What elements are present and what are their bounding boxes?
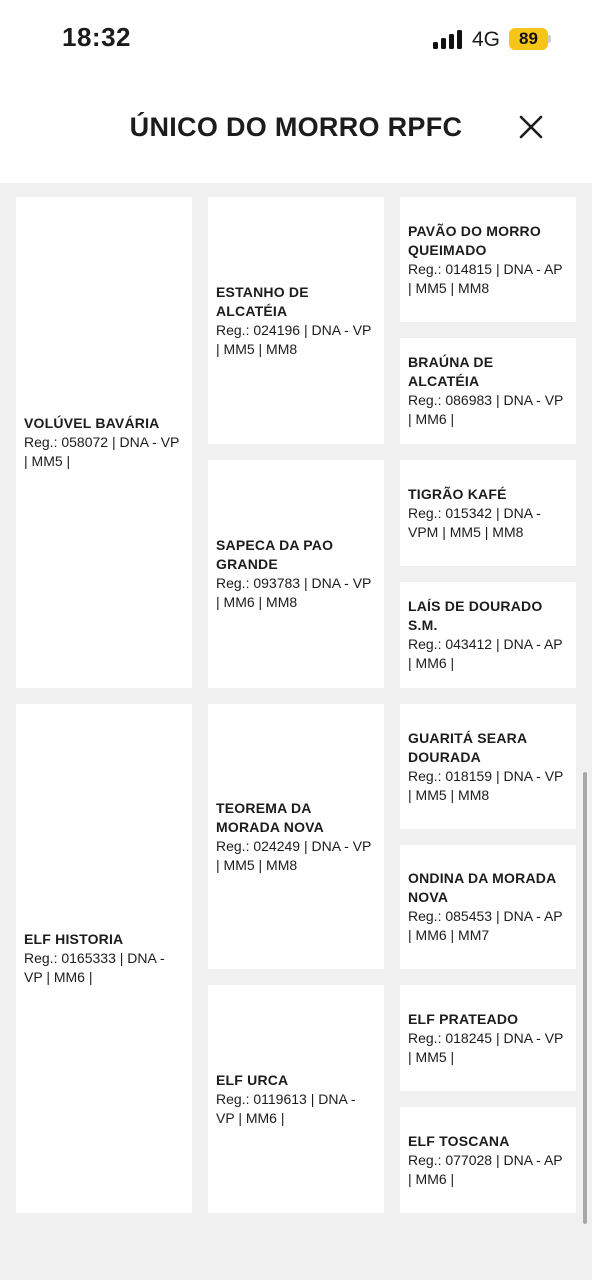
animal-name: ELF HISTORIA — [24, 931, 124, 947]
pedigree-card-maternal-granddam[interactable] — [208, 985, 384, 1213]
animal-name: VOLÚVEL BAVÁRIA — [24, 415, 160, 431]
animal-name: TIGRÃO KAFÉ — [408, 485, 507, 502]
status-bar — [0, 0, 592, 80]
animal-name: BRAÚNA DE ALCATÉIA — [408, 354, 494, 389]
pedigree-card-ggs-3[interactable] — [400, 704, 576, 829]
animal-info: Reg.: 086983 | DNA - VP | MM6 | — [408, 392, 564, 427]
page-header — [0, 80, 592, 183]
battery-tip — [548, 35, 551, 43]
pedigree-card-paternal-granddam[interactable] — [208, 460, 384, 688]
pedigree-card-ggd-2[interactable] — [400, 582, 576, 688]
animal-info: Reg.: 058072 | DNA - VP | MM5 | — [24, 434, 180, 469]
pedigree-card-ggs-4[interactable] — [400, 985, 576, 1091]
animal-info: Reg.: 0165333 | DNA - VP | MM6 | — [24, 950, 165, 985]
animal-name: PAVÃO DO MORRO QUEIMADO — [408, 222, 541, 258]
vertical-scrollbar[interactable] — [583, 772, 587, 1224]
animal-name: ELF PRATEADO — [408, 1010, 519, 1027]
pedigree-card-dam[interactable] — [16, 704, 192, 1213]
network-type: 4G — [472, 28, 501, 51]
animal-info: Reg.: 077028 | DNA - AP | MM6 | — [408, 1151, 563, 1187]
pedigree-card-ggs-1[interactable] — [400, 197, 576, 322]
animal-name: GUARITÁ SEARA DOURADA — [408, 729, 527, 765]
animal-info: Reg.: 018159 | DNA - VP | MM5 | MM8 — [408, 767, 564, 803]
animal-name: ELF TOSCANA — [408, 1132, 510, 1149]
page-title: ÚNICO DO MORRO RPFC — [129, 112, 463, 142]
animal-info: Reg.: 085453 | DNA - AP | MM6 | MM7 — [408, 908, 563, 943]
animal-info: Reg.: 015342 | DNA - VPM | MM5 | MM8 — [408, 504, 541, 540]
animal-info: Reg.: 018245 | DNA - VP | MM5 | — [408, 1029, 564, 1065]
animal-info: Reg.: 0119613 | DNA - VP | MM6 | — [216, 1090, 356, 1126]
pedigree-card-ggs-2[interactable] — [400, 460, 576, 566]
animal-name: ESTANHO DE ALCATÉIA — [216, 283, 309, 319]
battery-icon: 89 — [509, 28, 548, 50]
animal-info: Reg.: 043412 | DNA - AP | MM6 | — [408, 636, 563, 671]
animal-name: LAÍS DE DOURADO S.M. — [408, 598, 543, 633]
animal-info: Reg.: 024249 | DNA - VP | MM5 | MM8 — [216, 837, 372, 873]
pedigree-card-ggd-1[interactable] — [400, 338, 576, 444]
pedigree-card-ggd-4[interactable] — [400, 1107, 576, 1213]
pedigree-card-paternal-grandsire[interactable] — [208, 197, 384, 444]
animal-info: Reg.: 024196 | DNA - VP | MM5 | MM8 — [216, 321, 372, 357]
close-icon[interactable] — [514, 110, 548, 144]
animal-name: TEOREMA DA MORADA NOVA — [216, 799, 324, 835]
pedigree-card-maternal-grandsire[interactable] — [208, 704, 384, 969]
pedigree-card-ggd-3[interactable] — [400, 845, 576, 969]
animal-name: ONDINA DA MORADA NOVA — [408, 870, 556, 905]
animal-name: ELF URCA — [216, 1071, 289, 1088]
signal-strength-icon — [433, 30, 463, 49]
animal-info: Reg.: 093783 | DNA - VP | MM6 | MM8 — [216, 575, 372, 610]
status-time: 18:32 — [62, 22, 131, 52]
pedigree-card-sire[interactable] — [16, 197, 192, 688]
animal-info: Reg.: 014815 | DNA - AP | MM5 | MM8 — [408, 260, 563, 296]
animal-name: SAPECA DA PAO GRANDE — [216, 537, 334, 572]
